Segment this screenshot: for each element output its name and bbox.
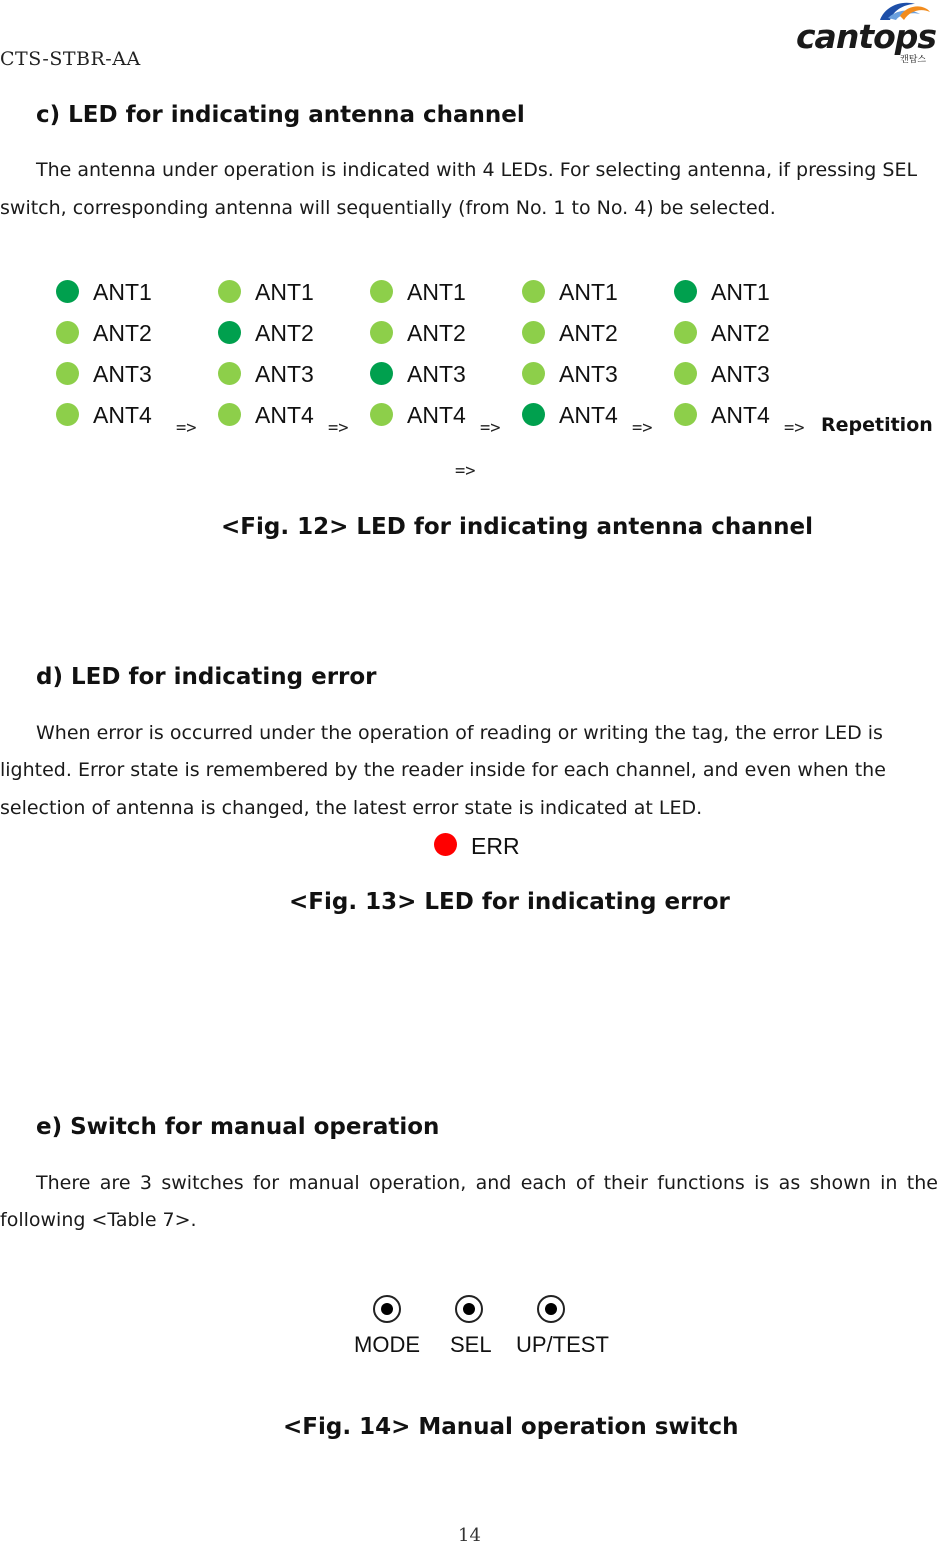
figure-13-caption: <Fig. 13> LED for indicating error: [289, 889, 730, 915]
antenna-label: ANT2: [711, 320, 770, 346]
error-led: [434, 833, 457, 856]
antenna-label: ANT1: [93, 279, 152, 305]
sequence-arrow: =>: [328, 418, 349, 438]
section-c-heading: c) LED for indicating antenna channel: [36, 102, 525, 128]
section-d-paragraph-line-3: selection of antenna is changed, the latest error state is indicated at LED.: [0, 797, 703, 819]
sequence-arrow: =>: [480, 418, 501, 438]
error-led-label: ERR: [471, 833, 520, 859]
antenna-label: ANT3: [93, 361, 152, 387]
logo-subtext: 캔탑스: [900, 55, 927, 65]
antenna-led: [56, 280, 79, 303]
antenna-label: ANT1: [559, 279, 618, 305]
figure-12-arrow-extra: =>: [455, 461, 476, 481]
antenna-led: [370, 362, 393, 385]
antenna-led: [674, 403, 697, 426]
antenna-label: ANT2: [255, 320, 314, 346]
section-e-paragraph-line-1: There are 3 switches for manual operation, and each of their functions is as shown in the: [36, 1172, 938, 1194]
antenna-led: [218, 362, 241, 385]
antenna-led-figure: [0, 0, 938, 520]
figure-14-caption: <Fig. 14> Manual operation switch: [283, 1414, 739, 1440]
document-id: CTS-STBR-AA: [0, 48, 141, 70]
sequence-arrow: =>: [632, 418, 653, 438]
antenna-label: ANT2: [407, 320, 466, 346]
sequence-arrow: =>: [784, 418, 805, 438]
section-d-heading: d) LED for indicating error: [36, 664, 377, 690]
antenna-led: [218, 321, 241, 344]
antenna-led: [370, 403, 393, 426]
section-c-paragraph-line-1: The antenna under operation is indicated with 4 LEDs. For selecting antenna, if pressing SEL: [36, 159, 918, 181]
antenna-led: [674, 321, 697, 344]
antenna-led: [522, 403, 545, 426]
sequence-arrow: =>: [176, 418, 197, 438]
antenna-label: ANT1: [255, 279, 314, 305]
antenna-label: ANT3: [711, 361, 770, 387]
antenna-led: [522, 280, 545, 303]
section-e-heading: e) Switch for manual operation: [36, 1114, 440, 1140]
svg-text:cantops: cantops: [796, 17, 937, 56]
antenna-label: ANT1: [711, 279, 770, 305]
up-test-switch-label: UP/TEST: [516, 1332, 609, 1357]
mode-switch-icon[interactable]: [373, 1295, 401, 1323]
page-number: 14: [458, 1525, 481, 1546]
antenna-led: [370, 280, 393, 303]
section-c-paragraph-line-2: switch, corresponding antenna will sequentially (from No. 1 to No. 4) be selected.: [0, 197, 776, 219]
antenna-led: [522, 362, 545, 385]
antenna-label: ANT3: [559, 361, 618, 387]
antenna-label: ANT2: [93, 320, 152, 346]
antenna-label: ANT4: [93, 402, 152, 428]
antenna-label: ANT4: [711, 402, 770, 428]
section-d-paragraph-line-1: When error is occurred under the operation of reading or writing the tag, the error LED is: [36, 722, 883, 744]
antenna-label: ANT3: [407, 361, 466, 387]
section-d-paragraph-line-2: lighted. Error state is remembered by the reader inside for each channel, and even when the: [0, 759, 886, 781]
antenna-led: [56, 362, 79, 385]
antenna-label: ANT4: [559, 402, 618, 428]
sel-switch-label: SEL: [450, 1332, 492, 1357]
antenna-led: [674, 280, 697, 303]
antenna-led: [674, 362, 697, 385]
repetition-label: Repetition: [821, 414, 933, 436]
section-e-paragraph-line-2: following <Table 7>.: [0, 1209, 197, 1231]
antenna-label: ANT4: [255, 402, 314, 428]
antenna-led: [56, 321, 79, 344]
antenna-label: ANT4: [407, 402, 466, 428]
antenna-label: ANT1: [407, 279, 466, 305]
antenna-led: [56, 403, 79, 426]
antenna-label: ANT2: [559, 320, 618, 346]
mode-switch-label: MODE: [354, 1332, 420, 1357]
antenna-led: [218, 280, 241, 303]
antenna-led: [370, 321, 393, 344]
antenna-led: [218, 403, 241, 426]
antenna-label: ANT3: [255, 361, 314, 387]
figure-12-caption: <Fig. 12> LED for indicating antenna channel: [221, 514, 813, 540]
sel-switch-icon[interactable]: [455, 1295, 483, 1323]
antenna-led: [522, 321, 545, 344]
up-test-switch-icon[interactable]: [537, 1295, 565, 1323]
